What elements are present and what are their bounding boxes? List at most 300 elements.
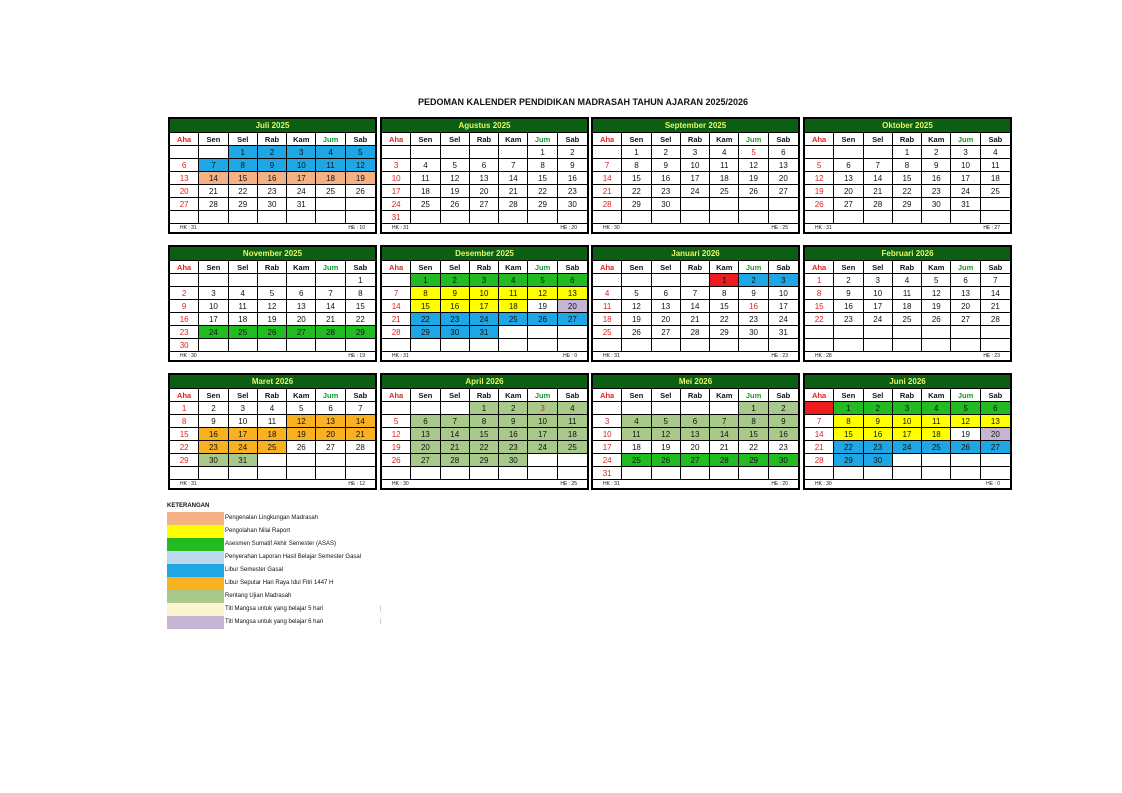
- empty-cell: [346, 467, 375, 480]
- day-header: Aha: [170, 389, 199, 402]
- day-cell: 28: [346, 441, 375, 454]
- empty-cell: [710, 211, 739, 224]
- day-cell: 21: [441, 441, 470, 454]
- day-cell: 28: [382, 326, 411, 339]
- day-header: Jum: [316, 133, 345, 146]
- day-cell: 22: [229, 185, 258, 198]
- legend-item: [167, 525, 291, 538]
- day-cell: 18: [593, 313, 622, 326]
- day-cell: 19: [441, 185, 470, 198]
- empty-cell: [499, 467, 528, 480]
- day-cell: 18: [710, 172, 739, 185]
- day-cell: 14: [864, 172, 893, 185]
- empty-cell: [805, 211, 834, 224]
- day-header: Jum: [739, 133, 768, 146]
- day-cell: 5: [951, 402, 980, 415]
- day-cell: 4: [411, 159, 440, 172]
- day-cell: 24: [287, 185, 316, 198]
- day-cell: 26: [652, 454, 681, 467]
- day-cell: 25: [258, 441, 287, 454]
- empty-cell: [681, 339, 710, 352]
- day-cell: 17: [287, 172, 316, 185]
- day-cell: 15: [893, 172, 922, 185]
- day-grid: [593, 389, 798, 480]
- day-cell: 16: [499, 428, 528, 441]
- month-footer: [382, 352, 587, 360]
- empty-cell: [441, 467, 470, 480]
- day-header: Sab: [558, 261, 587, 274]
- day-cell: 12: [382, 428, 411, 441]
- day-cell: 26: [258, 326, 287, 339]
- empty-cell: [346, 198, 375, 211]
- day-cell: 21: [499, 185, 528, 198]
- day-cell: 29: [710, 326, 739, 339]
- empty-cell: [441, 146, 470, 159]
- day-cell: 5: [622, 287, 651, 300]
- day-cell: 18: [316, 172, 345, 185]
- month-calendar: [380, 373, 589, 490]
- day-cell: 15: [229, 172, 258, 185]
- day-cell: 22: [346, 313, 375, 326]
- empty-cell: [652, 274, 681, 287]
- day-cell: 19: [528, 300, 557, 313]
- empty-cell: [499, 326, 528, 339]
- day-header: Sen: [199, 261, 228, 274]
- day-header: Jum: [528, 133, 557, 146]
- empty-cell: [441, 211, 470, 224]
- empty-cell: [805, 146, 834, 159]
- effective-days-label: HK : 31: [180, 225, 197, 231]
- empty-cell: [593, 339, 622, 352]
- day-header: Kam: [922, 133, 951, 146]
- empty-cell: [834, 467, 863, 480]
- day-cell: 1: [170, 402, 199, 415]
- empty-cell: [499, 339, 528, 352]
- day-cell: 7: [593, 159, 622, 172]
- day-header: Sel: [864, 261, 893, 274]
- empty-cell: [470, 211, 499, 224]
- day-cell: 4: [258, 402, 287, 415]
- day-cell: 11: [258, 415, 287, 428]
- month-title: Januari 2026: [593, 247, 798, 261]
- month-title: November 2025: [170, 247, 375, 261]
- day-cell: 3: [199, 287, 228, 300]
- day-cell: 14: [710, 428, 739, 441]
- holiday-days-label: HE : 25: [771, 225, 788, 231]
- day-cell: 11: [229, 300, 258, 313]
- day-cell: 30: [864, 454, 893, 467]
- day-cell: 4: [622, 415, 651, 428]
- day-cell: 25: [411, 198, 440, 211]
- legend-label: Asesmen Sumatif Akhir Semester (ASAS): [225, 541, 337, 547]
- month-calendar: [803, 245, 1012, 362]
- day-cell: 28: [981, 313, 1010, 326]
- day-cell: 7: [199, 159, 228, 172]
- day-cell: 6: [558, 274, 587, 287]
- day-cell: 3: [229, 402, 258, 415]
- legend-tick: |: [380, 606, 382, 612]
- day-cell: 9: [199, 415, 228, 428]
- day-cell: 27: [287, 326, 316, 339]
- day-cell: 27: [558, 313, 587, 326]
- month-footer: [382, 224, 587, 232]
- empty-cell: [528, 339, 557, 352]
- empty-cell: [258, 274, 287, 287]
- day-cell: 25: [981, 185, 1010, 198]
- empty-cell: [382, 402, 411, 415]
- day-header: Sen: [199, 133, 228, 146]
- day-cell: 2: [170, 287, 199, 300]
- day-cell: 22: [710, 313, 739, 326]
- day-header: Sel: [652, 133, 681, 146]
- day-cell: 17: [528, 428, 557, 441]
- day-cell: 12: [287, 415, 316, 428]
- day-cell: 11: [893, 287, 922, 300]
- day-cell: 25: [316, 185, 345, 198]
- empty-cell: [739, 198, 768, 211]
- day-cell: 2: [441, 274, 470, 287]
- day-header: Rab: [681, 133, 710, 146]
- empty-cell: [499, 146, 528, 159]
- day-cell: 30: [769, 454, 798, 467]
- day-cell: 10: [229, 415, 258, 428]
- empty-cell: [170, 146, 199, 159]
- day-cell: 24: [951, 185, 980, 198]
- day-cell: 27: [951, 313, 980, 326]
- day-cell: 6: [681, 415, 710, 428]
- day-cell: 6: [769, 146, 798, 159]
- day-cell: 23: [652, 185, 681, 198]
- day-header: Rab: [258, 133, 287, 146]
- month-footer: [170, 352, 375, 360]
- day-cell: 20: [981, 428, 1010, 441]
- day-cell: 14: [681, 300, 710, 313]
- day-cell: 2: [258, 146, 287, 159]
- day-cell: 27: [470, 198, 499, 211]
- day-cell: 10: [470, 287, 499, 300]
- day-cell: 8: [893, 159, 922, 172]
- day-cell: 16: [739, 300, 768, 313]
- day-cell: 22: [170, 441, 199, 454]
- day-cell: 17: [864, 300, 893, 313]
- day-cell: 12: [805, 172, 834, 185]
- day-cell: 18: [981, 172, 1010, 185]
- day-header: Sen: [834, 389, 863, 402]
- day-cell: 21: [382, 313, 411, 326]
- day-cell: 22: [470, 441, 499, 454]
- legend-swatch: [167, 564, 224, 577]
- day-cell: 1: [470, 402, 499, 415]
- empty-cell: [739, 339, 768, 352]
- empty-cell: [287, 274, 316, 287]
- day-cell: 23: [499, 441, 528, 454]
- effective-days-label: HK : 31: [603, 481, 620, 487]
- day-cell: 10: [769, 287, 798, 300]
- empty-cell: [558, 326, 587, 339]
- day-header: Rab: [681, 389, 710, 402]
- day-cell: 11: [622, 428, 651, 441]
- day-cell: 18: [622, 441, 651, 454]
- month-calendar: [591, 245, 800, 362]
- empty-cell: [258, 454, 287, 467]
- day-header: Aha: [593, 389, 622, 402]
- day-cell: 28: [316, 326, 345, 339]
- day-cell: 5: [805, 159, 834, 172]
- day-cell: 17: [382, 185, 411, 198]
- empty-cell: [470, 467, 499, 480]
- day-cell: 30: [652, 198, 681, 211]
- day-cell: 14: [382, 300, 411, 313]
- day-cell: 11: [593, 300, 622, 313]
- empty-cell: [170, 467, 199, 480]
- empty-cell: [558, 454, 587, 467]
- day-cell: 5: [287, 402, 316, 415]
- empty-cell: [316, 211, 345, 224]
- empty-cell: [710, 198, 739, 211]
- day-cell: 30: [258, 198, 287, 211]
- day-header: Rab: [258, 389, 287, 402]
- day-cell: 21: [346, 428, 375, 441]
- empty-cell: [199, 211, 228, 224]
- day-cell: 4: [710, 146, 739, 159]
- day-cell: 9: [864, 415, 893, 428]
- legend-item: [167, 512, 319, 525]
- legend-label: Libur Seputar Hari Raya Idul Fitri 1447 H: [225, 580, 334, 586]
- legend-label: Penyerahan Laporan Hasil Belajar Semester Gasal: [225, 554, 362, 560]
- day-cell: 24: [199, 326, 228, 339]
- legend-list: [167, 512, 382, 629]
- month-title: Oktober 2025: [805, 119, 1010, 133]
- legend-item: [167, 564, 284, 577]
- day-cell: 11: [558, 415, 587, 428]
- empty-cell: [382, 274, 411, 287]
- day-cell: 2: [652, 146, 681, 159]
- empty-cell: [922, 211, 951, 224]
- month-footer: [805, 480, 1010, 488]
- empty-cell: [622, 339, 651, 352]
- month-title: April 2026: [382, 375, 587, 389]
- legend-label: Titi Mangsa untuk yang belajar 5 hari: [225, 606, 324, 612]
- month-footer: [170, 480, 375, 488]
- day-cell: 12: [922, 287, 951, 300]
- day-cell: 7: [499, 159, 528, 172]
- day-header: Sab: [769, 133, 798, 146]
- empty-cell: [229, 339, 258, 352]
- day-cell: 23: [864, 441, 893, 454]
- day-cell: 10: [893, 415, 922, 428]
- empty-cell: [558, 467, 587, 480]
- day-cell: 21: [864, 185, 893, 198]
- day-cell: 1: [411, 274, 440, 287]
- month-calendar: [380, 117, 589, 234]
- month-footer: [805, 352, 1010, 360]
- day-cell: 26: [441, 198, 470, 211]
- day-cell: 15: [739, 428, 768, 441]
- day-cell: 15: [805, 300, 834, 313]
- day-cell: 13: [951, 287, 980, 300]
- day-cell: 2: [199, 402, 228, 415]
- empty-cell: [170, 274, 199, 287]
- day-cell: 16: [441, 300, 470, 313]
- day-cell: 4: [922, 402, 951, 415]
- empty-cell: [199, 467, 228, 480]
- empty-cell: [739, 211, 768, 224]
- day-cell: 20: [316, 428, 345, 441]
- empty-cell: [951, 211, 980, 224]
- day-cell: 14: [346, 415, 375, 428]
- day-cell: 31: [470, 326, 499, 339]
- day-cell: 10: [681, 159, 710, 172]
- day-cell: 6: [411, 415, 440, 428]
- day-cell: 1: [528, 146, 557, 159]
- empty-cell: [346, 339, 375, 352]
- empty-cell: [922, 454, 951, 467]
- day-cell: 8: [739, 415, 768, 428]
- day-cell: 2: [499, 402, 528, 415]
- day-header: Aha: [170, 261, 199, 274]
- holiday-days-label: HE : 25: [560, 481, 577, 487]
- empty-cell: [864, 146, 893, 159]
- day-cell: 3: [470, 274, 499, 287]
- day-header: Aha: [805, 389, 834, 402]
- day-cell: 20: [558, 300, 587, 313]
- day-cell: 20: [681, 441, 710, 454]
- legend-label: Rentang Ujian Madrasah: [225, 593, 292, 599]
- day-header: Jum: [528, 261, 557, 274]
- day-cell: 15: [528, 172, 557, 185]
- day-cell: 14: [593, 172, 622, 185]
- effective-days-label: HK : 31: [603, 353, 620, 359]
- empty-cell: [258, 467, 287, 480]
- legend-swatch: [167, 538, 224, 551]
- empty-cell: [170, 211, 199, 224]
- legend-item: [167, 616, 382, 629]
- day-cell: 24: [893, 441, 922, 454]
- empty-cell: [893, 211, 922, 224]
- day-header: Jum: [951, 389, 980, 402]
- empty-cell: [805, 326, 834, 339]
- day-grid: [382, 133, 587, 224]
- day-cell: 13: [681, 428, 710, 441]
- legend-swatch: [167, 590, 224, 603]
- month-title: Februari 2026: [805, 247, 1010, 261]
- day-cell: 17: [893, 428, 922, 441]
- day-cell: 29: [470, 454, 499, 467]
- day-cell: 31: [229, 454, 258, 467]
- empty-cell: [769, 339, 798, 352]
- legend-title: KETERANGAN: [167, 503, 210, 509]
- day-cell: 2: [769, 402, 798, 415]
- day-cell: 10: [864, 287, 893, 300]
- empty-cell: [411, 339, 440, 352]
- day-cell: 28: [805, 454, 834, 467]
- month-title: Juni 2026: [805, 375, 1010, 389]
- day-cell: 19: [922, 300, 951, 313]
- day-cell: 14: [199, 172, 228, 185]
- day-grid: [170, 133, 375, 224]
- day-header: Sab: [346, 389, 375, 402]
- empty-cell: [681, 467, 710, 480]
- day-header: Rab: [470, 133, 499, 146]
- empty-cell: [199, 146, 228, 159]
- legend-swatch: [167, 577, 224, 590]
- day-cell: 4: [229, 287, 258, 300]
- day-cell: 17: [681, 172, 710, 185]
- empty-cell: [258, 211, 287, 224]
- day-cell: 19: [951, 428, 980, 441]
- empty-cell: [951, 326, 980, 339]
- day-header: Sel: [652, 389, 681, 402]
- empty-cell: [593, 274, 622, 287]
- day-cell: 1: [229, 146, 258, 159]
- day-cell: 5: [528, 274, 557, 287]
- day-cell: 13: [834, 172, 863, 185]
- day-header: Kam: [287, 389, 316, 402]
- empty-cell: [981, 339, 1010, 352]
- day-header: Rab: [258, 261, 287, 274]
- day-header: Sel: [864, 389, 893, 402]
- day-header: Kam: [710, 261, 739, 274]
- day-cell: 21: [681, 313, 710, 326]
- day-cell: 7: [441, 415, 470, 428]
- day-cell: 16: [922, 172, 951, 185]
- day-cell: 13: [558, 287, 587, 300]
- empty-cell: [411, 211, 440, 224]
- day-cell: 23: [922, 185, 951, 198]
- day-cell: 9: [441, 287, 470, 300]
- empty-cell: [834, 146, 863, 159]
- day-cell: 8: [411, 287, 440, 300]
- day-cell: 6: [287, 287, 316, 300]
- effective-days-label: HK : 28: [815, 353, 832, 359]
- effective-days-label: HK : 31: [392, 225, 409, 231]
- day-cell: 3: [893, 402, 922, 415]
- legend-label: Pengolahan Nilai Raport: [225, 528, 291, 534]
- empty-cell: [622, 402, 651, 415]
- day-cell: 30: [199, 454, 228, 467]
- day-header: Rab: [893, 389, 922, 402]
- day-cell: 25: [499, 313, 528, 326]
- day-cell: 20: [652, 313, 681, 326]
- day-cell: 13: [316, 415, 345, 428]
- day-cell: 3: [593, 415, 622, 428]
- day-cell: 9: [558, 159, 587, 172]
- empty-cell: [681, 211, 710, 224]
- day-header: Aha: [805, 133, 834, 146]
- legend: [167, 503, 382, 629]
- day-header: Aha: [382, 261, 411, 274]
- day-cell: 4: [316, 146, 345, 159]
- day-cell: 1: [805, 274, 834, 287]
- empty-cell: [769, 198, 798, 211]
- day-cell: 13: [652, 300, 681, 313]
- day-cell: 28: [199, 198, 228, 211]
- empty-cell: [593, 402, 622, 415]
- empty-cell: [893, 467, 922, 480]
- empty-cell: [316, 339, 345, 352]
- day-header: Sab: [981, 389, 1010, 402]
- day-cell: 29: [622, 198, 651, 211]
- empty-cell: [981, 326, 1010, 339]
- day-cell: 30: [558, 198, 587, 211]
- day-cell: 24: [681, 185, 710, 198]
- day-cell: 26: [528, 313, 557, 326]
- day-cell: 9: [834, 287, 863, 300]
- empty-cell: [739, 467, 768, 480]
- empty-cell: [382, 339, 411, 352]
- empty-cell: [499, 211, 528, 224]
- day-cell: 9: [739, 287, 768, 300]
